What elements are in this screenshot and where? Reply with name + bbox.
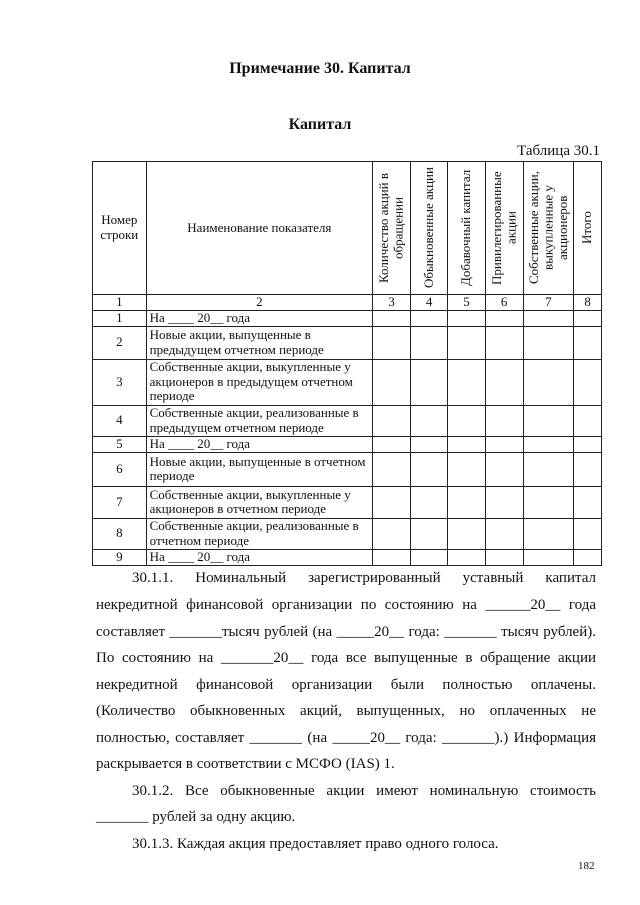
page-number: 182: [578, 860, 595, 872]
header-preferred-shares: Привилегированные акции: [485, 162, 523, 295]
row-number: 3: [93, 359, 147, 405]
column-number: 2: [146, 295, 372, 311]
header-additional-capital: Добавочный капитал: [448, 162, 485, 295]
row-number: 7: [93, 486, 147, 518]
paragraph-line: (Количество обыкновенных акций, выпущенных, но оплаченных не: [96, 703, 596, 719]
capital-table: [92, 161, 602, 566]
column-number: 6: [485, 295, 523, 311]
header-indicator-name: Наименование показателя: [146, 162, 372, 295]
header-total: Итого: [574, 162, 602, 295]
paragraph-line: некредитной финансовой организации были полностью оплачены.: [96, 677, 596, 693]
header-shares-outstanding: Количество акций в обращении: [373, 162, 411, 295]
table-header-row: [93, 162, 602, 295]
row-name: Собственные акции, реализованные в предыдущем отчетном периоде: [146, 405, 372, 436]
paragraph-line: раскрывается в соответствии с МСФО (IAS) 1.: [96, 756, 395, 772]
row-number: 5: [93, 436, 147, 452]
table-label: Таблица 30.1: [517, 143, 600, 159]
row-name: Собственные акции, выкупленные у акционеров в предыдущем отчетном периоде: [146, 359, 372, 405]
header-treasury-shares: Собственные акции, выкупленные у акционеров: [523, 162, 574, 295]
table-row: [93, 518, 602, 549]
row-name: Собственные акции, реализованные в отчетном периоде: [146, 518, 372, 549]
paragraph-line: По состоянию на _______20__ года все выпущенные в обращение акции: [96, 650, 596, 666]
row-number: 9: [93, 549, 147, 565]
row-number: 1: [93, 310, 147, 326]
row-name: Новые акции, выпущенные в предыдущем отчетном периоде: [146, 326, 372, 359]
row-number: 2: [93, 326, 147, 359]
column-number: 5: [448, 295, 485, 311]
row-name: На ____ 20__ года: [146, 310, 372, 326]
column-number: 1: [93, 295, 147, 311]
paragraph-line: некредитной финансовой организации по состоянию на ______20__ года: [96, 597, 596, 613]
row-number: 8: [93, 518, 147, 549]
column-number: 7: [523, 295, 574, 311]
row-name: Новые акции, выпущенные в отчетном периоде: [146, 452, 372, 486]
table-row: [93, 326, 602, 359]
paragraph-line: _______ рублей за одну акцию.: [96, 809, 296, 825]
row-number: 6: [93, 452, 147, 486]
column-numbers-row: [93, 295, 602, 311]
column-number: 4: [410, 295, 447, 311]
table-row: [93, 549, 602, 565]
page-title: Примечание 30. Капитал: [229, 60, 411, 77]
column-number: 8: [574, 295, 602, 311]
paragraph-line: 30.1.2. Все обыкновенные акции имеют номинальную стоимость: [132, 783, 596, 799]
table-row: [93, 405, 602, 436]
table-row: [93, 359, 602, 405]
paragraph-line: 30.1.3. Каждая акция предоставляет право одного голоса.: [132, 836, 499, 852]
row-name: Собственные акции, выкупленные у акционеров в отчетном периоде: [146, 486, 372, 518]
paragraph-line: составляет _______тысяч рублей (на _____20__ года: _______ тысяч рублей).: [96, 624, 596, 640]
row-name: На ____ 20__ года: [146, 549, 372, 565]
header-ordinary-shares: Обыкновенные акции: [410, 162, 447, 295]
table-row: [93, 310, 602, 326]
row-name: На ____ 20__ года: [146, 436, 372, 452]
section-subtitle: Капитал: [288, 116, 352, 133]
column-number: 3: [373, 295, 411, 311]
paragraph-line: 30.1.1. Номинальный зарегистрированный уставный капитал: [132, 570, 596, 586]
paragraph-line: полностью, составляет _______ (на _____20__ года: _______).) Информация: [96, 730, 596, 746]
table-row: [93, 452, 602, 486]
table-row: [93, 486, 602, 518]
header-row-number: Номер строки: [93, 162, 147, 295]
table-row: [93, 436, 602, 452]
row-number: 4: [93, 405, 147, 436]
